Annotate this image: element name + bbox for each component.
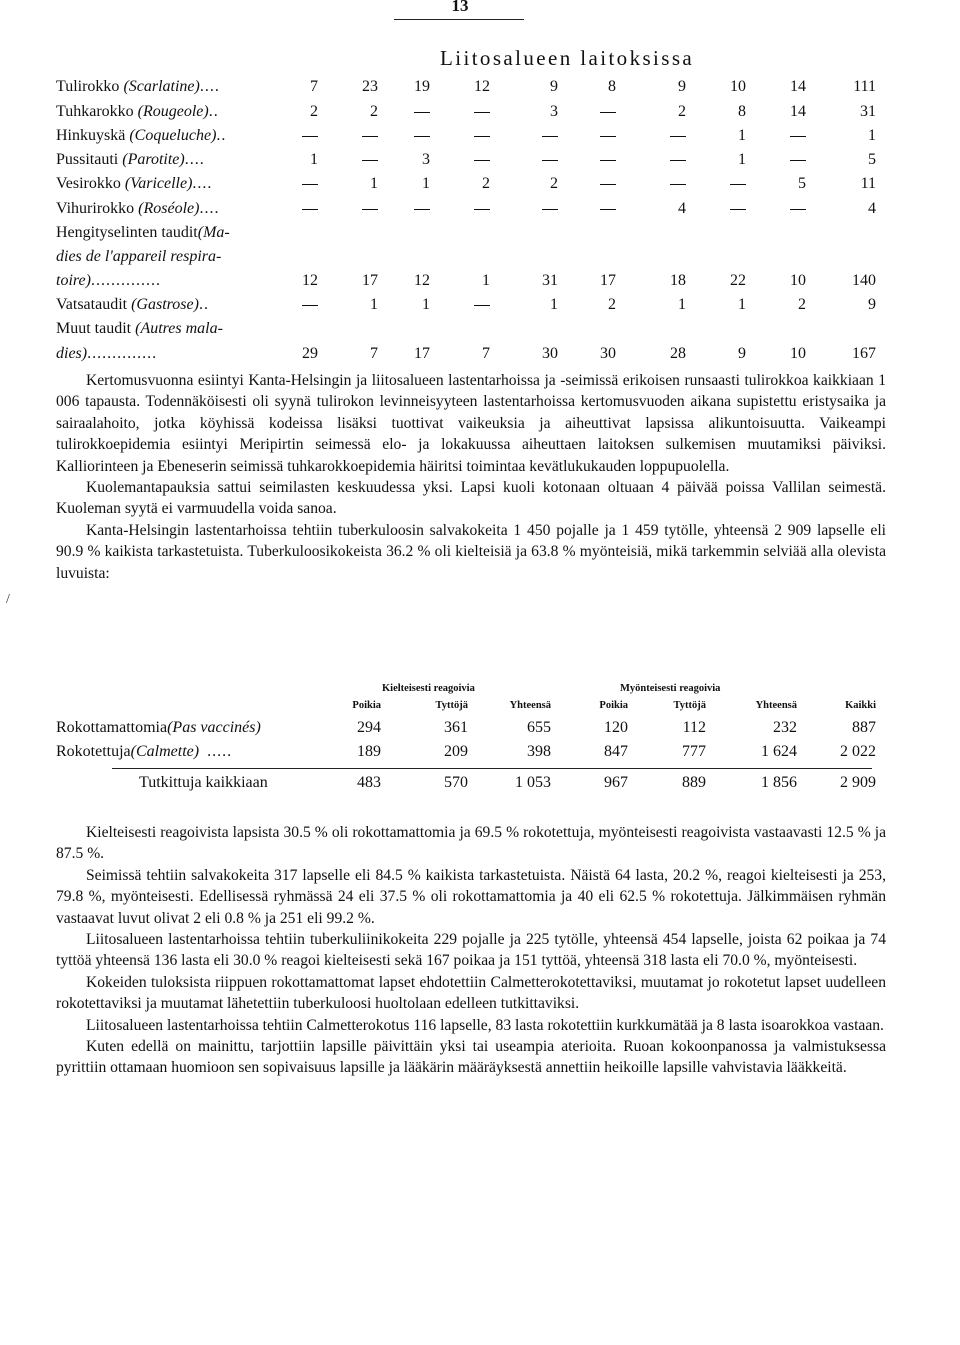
dash-mark (474, 160, 490, 162)
total-cell: 967 (604, 774, 628, 791)
vaccination-cell: 777 (682, 743, 706, 760)
subheader-cell: Yhteensä (509, 700, 551, 711)
disease-cell: 140 (852, 272, 876, 289)
disease-row (56, 293, 896, 317)
total-cell: 1 053 (515, 774, 551, 791)
leader-dots: .... (199, 78, 220, 95)
disease-cell (646, 148, 686, 172)
disease-cell: 17 (414, 345, 430, 362)
disease-label-text: Pussitauti (Parotite) (56, 151, 185, 168)
disease-cell (338, 124, 378, 148)
vaccination-cell: 655 (527, 719, 551, 736)
dash-mark (670, 184, 686, 186)
leader-dots: .. (208, 103, 219, 120)
disease-cell: 4 (678, 200, 686, 217)
disease-label (56, 148, 205, 172)
disease-cell (576, 124, 616, 148)
dash-mark (474, 305, 490, 307)
vaccination-row (56, 716, 896, 740)
vaccination-label-fi: Rokottamattomia (56, 719, 168, 736)
paragraph: Kokeiden tuloksista riippuen rokottamattomat lapset ehdotettiin Calmetterokotettaviksi, muutamat jo rokotetut lapset uudelleen rokotettaviksi ja muutamat lähetettiin tuberkuloosi huoltolaan edelleen tutkittaviksi. (56, 973, 886, 1013)
french-name: (Ma- (197, 224, 230, 241)
total-rule (112, 768, 872, 769)
disease-cell: 2 (482, 175, 490, 192)
dash-mark (302, 209, 318, 211)
disease-cell: 12 (414, 272, 430, 289)
total-cell: 2 909 (840, 774, 876, 791)
disease-cell: 9 (550, 78, 558, 95)
dash-mark (600, 136, 616, 138)
leader-dots: .... (199, 200, 220, 217)
paragraph-block-1 (56, 370, 886, 584)
vaccination-label-fr: (Calmette) (130, 743, 200, 760)
vaccination-row (56, 740, 896, 764)
dash-mark (302, 184, 318, 186)
disease-row (56, 342, 896, 366)
french-name: (Coqueluche) (129, 127, 217, 144)
vaccination-label (56, 740, 232, 764)
vaccination-cell: 1 624 (761, 743, 797, 760)
vaccination-label-fi: Rokotettuja (56, 743, 131, 760)
disease-cell: 1 (738, 127, 746, 144)
leader-dots: .... (192, 175, 213, 192)
disease-cell (390, 124, 430, 148)
vaccination-cell: 232 (773, 719, 797, 736)
vaccination-cell: 294 (357, 719, 381, 736)
disease-cell: 1 (738, 151, 746, 168)
disease-row (56, 100, 896, 124)
disease-cell (450, 100, 490, 124)
disease-cell: 1 (370, 175, 378, 192)
disease-cell: 10 (790, 345, 806, 362)
disease-cell: 10 (730, 78, 746, 95)
disease-cell (450, 197, 490, 221)
french-name: (Parotite) (122, 151, 185, 168)
disease-cell: 1 (868, 127, 876, 144)
disease-cell: 12 (474, 78, 490, 95)
disease-cell: 29 (302, 345, 318, 362)
disease-cell: 30 (600, 345, 616, 362)
disease-label-text: Hengityselinten taudit(Ma- (56, 224, 230, 241)
disease-cell (766, 148, 806, 172)
vaccination-cell: 398 (527, 743, 551, 760)
disease-cell (576, 197, 616, 221)
disease-cell: 2 (310, 103, 318, 120)
leader-dots: .... (184, 151, 205, 168)
disease-label (56, 245, 221, 269)
disease-label (56, 172, 212, 196)
vaccination-cell: 361 (444, 719, 468, 736)
subheader-cell: Tyttöjä (673, 700, 706, 711)
disease-cell: 1 (738, 296, 746, 313)
disease-label (56, 75, 220, 99)
dash-mark (474, 209, 490, 211)
vaccination-cell: 2 022 (840, 743, 876, 760)
disease-cell: 31 (542, 272, 558, 289)
disease-cell (278, 293, 318, 317)
french-name: (Autres mala- (135, 320, 223, 337)
disease-cell: 5 (798, 175, 806, 192)
disease-cell (518, 197, 558, 221)
disease-cell: 1 (422, 175, 430, 192)
total-cell: 483 (357, 774, 381, 791)
disease-cell: 5 (868, 151, 876, 168)
disease-label (56, 124, 226, 148)
dash-mark (414, 209, 430, 211)
paragraph: Kanta-Helsingin lastentarhoissa tehtiin tuberkuloosin salvakokeita 1 450 pojalle ja 1 459 tytölle, yhteensä 2 909 lapselle eli 90.9 % kaikista tarkastetuista. Tuberkuloosikokeista 36.2 % oli kielteisiä ja 63.8 % myönteisiä, mikä tarkemmin selviää alla olevista luvuista: (56, 521, 886, 582)
total-label: Tutkittuja kaikkiaan (139, 774, 268, 791)
disease-label (56, 221, 230, 245)
dash-mark (362, 160, 378, 162)
disease-cell: 3 (550, 103, 558, 120)
page-number-rule (394, 19, 524, 20)
total-cell: 889 (682, 774, 706, 791)
disease-cell (390, 100, 430, 124)
disease-cell: 9 (678, 78, 686, 95)
disease-label-text: dies) (56, 345, 88, 362)
vaccination-cell: 189 (357, 743, 381, 760)
paragraph-block-2 (56, 822, 886, 1079)
disease-cell (706, 172, 746, 196)
disease-row (56, 221, 896, 245)
disease-row (56, 75, 896, 99)
paragraph: Liitosalueen lastentarhoissa tehtiin Calmetterokotus 116 lapselle, 83 lasta rokotettiin kurkkumätää ja 8 lasta isoarokkoa vastaan. (86, 1016, 884, 1034)
disease-cell: 1 (550, 296, 558, 313)
disease-row (56, 197, 896, 221)
disease-cell: 3 (422, 151, 430, 168)
french-name: (Varicelle) (124, 175, 193, 192)
disease-cell: 8 (738, 103, 746, 120)
disease-cell (706, 197, 746, 221)
disease-cell: 19 (414, 78, 430, 95)
disease-label (56, 317, 223, 341)
disease-cell: 14 (790, 103, 806, 120)
vaccination-cell: 209 (444, 743, 468, 760)
margin-mark: / (6, 592, 10, 607)
disease-cell: 12 (302, 272, 318, 289)
disease-label-text: Vatsataudit (Gastrose) (56, 296, 199, 313)
disease-label (56, 269, 161, 293)
paragraph: Kielteisesti reagoivista lapsista 30.5 % oli rokottamattomia ja 69.5 % rokotettuja, myönteisesti reagoivista vastaavasti 12.5 % ja 87.5 %. (56, 824, 886, 863)
disease-cell: 7 (370, 345, 378, 362)
disease-label-text: Hinkuyskä (Coqueluche) (56, 127, 217, 144)
disease-cell: 17 (362, 272, 378, 289)
disease-cell: 1 (678, 296, 686, 313)
subheader-cell: Poikia (599, 700, 628, 711)
dash-mark (542, 136, 558, 138)
french-name: (Scarlatine) (123, 78, 200, 95)
dash-mark (790, 160, 806, 162)
disease-cell: 7 (310, 78, 318, 95)
total-cell: 1 856 (761, 774, 797, 791)
group-header-negative: Kielteisesti reagoivia (382, 683, 475, 694)
dash-mark (670, 136, 686, 138)
paragraph: Kertomusvuonna esiintyi Kanta-Helsingin ja liitosalueen lastentarhoissa ja -seimissä erikoisen runsaasti tulirokkoa kaikkiaan 1 006 tapausta. Todennäköisesti oli syynä tulirokon levinneisyyteen lastentarhoissa kertomusvuoden aikana supistettu eristysaika ja sairaalahoito, jotka köyhissä kodeissa lisäksi tuottivat vaikeuksia ja aiheuttivat lapsissa alikuntoisuutta. Vaikeampi tulirokkoepidemia esiintyi Meripirtin seimessä elo- ja lokakuussa aiheuttaen laitoksen sulkemisen muutamiksi päiviksi. Kalliorinteen ja Ebeneserin seimissä tuhkarokkoepidemia häiritsi toimintaa kevätlukukauden loppupuolella. (56, 372, 886, 475)
disease-label (56, 100, 219, 124)
leader-dots: .............. (87, 345, 158, 362)
disease-cell (576, 100, 616, 124)
disease-cell: 1 (422, 296, 430, 313)
dash-mark (474, 112, 490, 114)
disease-cell: 7 (482, 345, 490, 362)
disease-cell: 2 (370, 103, 378, 120)
disease-cell (278, 197, 318, 221)
disease-cell (450, 124, 490, 148)
disease-cell (646, 124, 686, 148)
dash-mark (600, 209, 616, 211)
french-name: (Roséole) (138, 200, 200, 217)
disease-cell (766, 124, 806, 148)
disease-cell (338, 197, 378, 221)
dash-mark (730, 209, 746, 211)
dash-mark (302, 305, 318, 307)
disease-label (56, 197, 219, 221)
dash-mark (302, 136, 318, 138)
disease-label-text: Tuhkarokko (Rougeole) (56, 103, 209, 120)
subheader-cell: Poikia (352, 700, 381, 711)
vaccination-cell: 112 (682, 719, 706, 736)
group-header-positive: Myönteisesti reagoivia (620, 683, 721, 694)
disease-label (56, 342, 157, 366)
disease-cell: 1 (370, 296, 378, 313)
disease-cell: 2 (550, 175, 558, 192)
vaccination-cell: 847 (604, 743, 628, 760)
disease-cell: 2 (678, 103, 686, 120)
disease-cell (576, 172, 616, 196)
disease-label-text: dies de l'appareil respira- (56, 248, 222, 265)
disease-cell: 23 (362, 78, 378, 95)
disease-cell (450, 293, 490, 317)
disease-row (56, 245, 896, 269)
disease-cell: 1 (310, 151, 318, 168)
leader-dots: .. (216, 127, 227, 144)
vaccination-cell: 887 (852, 719, 876, 736)
leader-dots: ..... (207, 743, 233, 760)
dash-mark (790, 209, 806, 211)
disease-cell (576, 148, 616, 172)
disease-cell (646, 172, 686, 196)
disease-row (56, 317, 896, 341)
disease-label-text: toire) (56, 272, 91, 289)
paragraph: Kuolemantapauksia sattui seimilasten keskuudessa yksi. Lapsi kuoli kotonaan oltuaan 4 päivää poissa Vallilan seimestä. Kuoleman syytä ei varmuudella voida sanoa. (56, 479, 886, 518)
french-name: (Rougeole) (137, 103, 209, 120)
page-number: 13 (451, 0, 469, 15)
disease-label-text: Tulirokko (Scarlatine) (56, 78, 200, 95)
dash-mark (730, 184, 746, 186)
vaccination-label (56, 716, 261, 740)
disease-cell: 11 (860, 175, 876, 192)
dash-mark (542, 160, 558, 162)
disease-cell: 31 (860, 103, 876, 120)
dash-mark (790, 136, 806, 138)
total-row-cells (56, 771, 896, 795)
disease-cell: 10 (790, 272, 806, 289)
disease-cell (518, 148, 558, 172)
disease-cell (278, 172, 318, 196)
disease-cell: 4 (868, 200, 876, 217)
dash-mark (362, 136, 378, 138)
disease-cell: 1 (482, 272, 490, 289)
paragraph: Kuten edellä on mainittu, tarjottiin lapsille päivittäin yksi tai useampia aterioita. Ruoan kokoonpanossa ja valmistuksessa pyrittiin ottamaan huomioon sen sopivaisuus lapsille ja lääkärin määräyksestä annettiin heikoille lapsille vahvistavia lääkkeitä. (56, 1038, 886, 1077)
disease-cell: 2 (608, 296, 616, 313)
subheader-cell: Tyttöjä (435, 700, 468, 711)
disease-cell (390, 197, 430, 221)
disease-cell (766, 197, 806, 221)
disease-cell: 167 (852, 345, 876, 362)
total-cell: 570 (444, 774, 468, 791)
disease-cell: 22 (730, 272, 746, 289)
french-name: (Gastrose) (131, 296, 199, 313)
disease-cell: 111 (853, 78, 876, 95)
disease-row (56, 172, 896, 196)
dash-mark (542, 209, 558, 211)
dash-mark (600, 112, 616, 114)
dash-mark (670, 160, 686, 162)
disease-cell (518, 124, 558, 148)
disease-cell: 8 (608, 78, 616, 95)
disease-label-text: Vihurirokko (Roséole) (56, 200, 200, 217)
disease-cell: 9 (738, 345, 746, 362)
disease-cell (450, 148, 490, 172)
disease-cell: 18 (670, 272, 686, 289)
dash-mark (600, 184, 616, 186)
disease-row (56, 148, 896, 172)
vaccination-label-fr: (Pas vaccinés) (167, 719, 261, 736)
disease-row (56, 269, 896, 293)
disease-cell: 9 (868, 296, 876, 313)
leader-dots: .. (198, 296, 209, 313)
paragraph: Liitosalueen lastentarhoissa tehtiin tuberkuliinikokeita 229 pojalle ja 225 tytölle, yhteensä 454 lapselle, joista 62 poikaa ja 74 tyttöä yhteensä 136 lasta eli 30.0 % reagoi kielteisesti sekä 167 poikaa ja 151 tyttöä, yhteensä 318 lasta eli 70.0 %, myönteisesti. (56, 931, 886, 970)
paragraph: Seimissä tehtiin salvakokeita 317 lapselle eli 84.5 % kaikista tarkastetuista. Näistä 64 lasta, 20.2 %, reagoi kielteisesti ja 253, 79.8 %, myönteisesti. Edellisessä ryhmässä 24 eli 37.5 % oli rokottamattomia ja 40 eli 62.5 % rokotettuja. Jälkimmäisen ryhmän vastaavat luvut olivat 2 eli 0.8 % ja 251 eli 99.2 %. (56, 866, 886, 927)
disease-cell: 17 (600, 272, 616, 289)
dash-mark (600, 160, 616, 162)
disease-cell (278, 124, 318, 148)
subheader-cell: Kaikki (845, 700, 876, 711)
disease-cell: 30 (542, 345, 558, 362)
disease-label-text: Vesirokko (Varicelle) (56, 175, 193, 192)
disease-cell: 28 (670, 345, 686, 362)
disease-label-text: Muut taudit (Autres mala- (56, 320, 223, 337)
subheader-cell: Yhteensä (755, 700, 797, 711)
section-title: Liitosalueen laitoksissa (440, 46, 695, 70)
disease-cell: 2 (798, 296, 806, 313)
dash-mark (414, 136, 430, 138)
dash-mark (362, 209, 378, 211)
disease-cell: 14 (790, 78, 806, 95)
disease-label (56, 293, 209, 317)
leader-dots: .............. (90, 272, 161, 289)
disease-cell (338, 148, 378, 172)
dash-mark (474, 136, 490, 138)
vaccination-cell: 120 (604, 719, 628, 736)
disease-row (56, 124, 896, 148)
dash-mark (414, 112, 430, 114)
